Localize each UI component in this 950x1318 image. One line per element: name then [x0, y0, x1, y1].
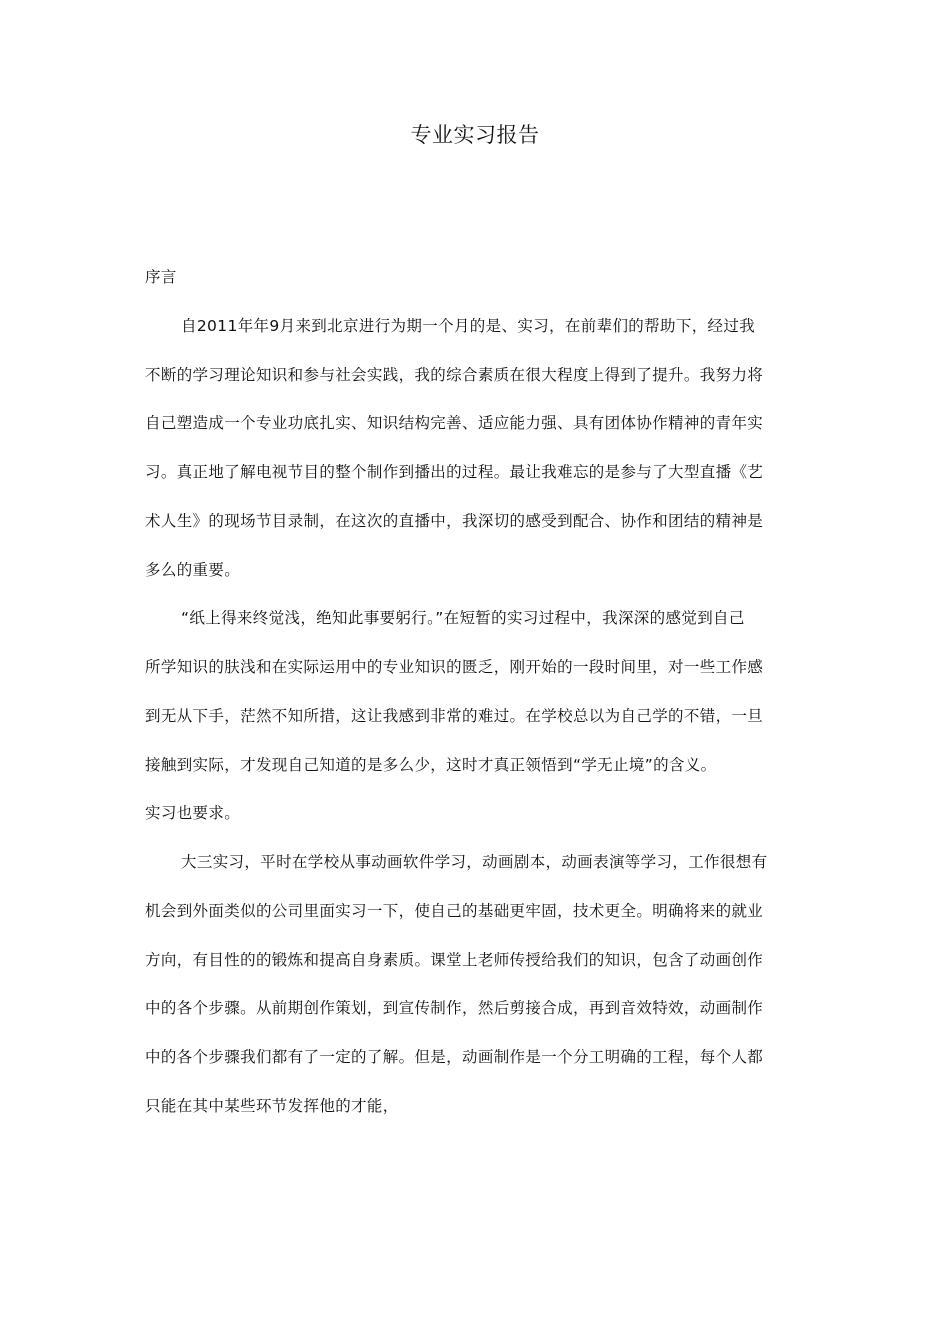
paragraph-line: 接触到实际，才发现自己知道的是多么少，这时才真正领悟到“学无止境”的含义。 — [145, 756, 717, 774]
paragraph-line: 习。真正地了解电视节目的整个制作到播出的过程。最让我难忘的是参与了大型直播《艺 — [145, 463, 764, 481]
paragraph-line: 中的各个步骤。从前期创作策划，到宣传制作，然后剪接合成，再到音效特效，动画制作 — [145, 999, 764, 1017]
paragraph-line: 术人生》的现场节目录制，在这次的直播中，我深切的感受到配合、协作和团结的精神是 — [145, 512, 764, 530]
paragraph-line: 多么的重要。 — [145, 561, 241, 579]
paragraph-line: 自己塑造成一个专业功底扎实、知识结构完善、适应能力强、具有团体协作精神的青年实 — [145, 414, 764, 432]
paragraph-line: 大三实习，平时在学校从事动画软件学习，动画剧本，动画表演等学习，工作很想有 — [181, 853, 768, 871]
paragraph-line: 方向，有目性的的锻炼和提高自身素质。课堂上老师传授给我们的知识，包含了动画创作 — [145, 951, 764, 969]
paragraph-line: 自2011年年9月来到北京进行为期一个月的是、实习，在前辈们的帮助下，经过我 — [181, 317, 756, 335]
section-heading: 序言 — [145, 268, 177, 286]
paragraph-line: “纸上得来终觉浅，绝知此事要躬行。”在短暂的实习过程中，我深深的感觉到自己 — [181, 609, 745, 627]
paragraph-line: 到无从下手，茫然不知所措，这让我感到非常的难过。在学校总以为自己学的不错，一旦 — [145, 707, 764, 725]
paragraph-line: 只能在其中某些环节发挥他的才能， — [145, 1097, 399, 1115]
document-title: 专业实习报告 — [410, 123, 540, 147]
paragraph-line: 机会到外面类似的公司里面实习一下，使自己的基础更牢固，技术更全。明确将来的就业 — [145, 902, 764, 920]
paragraph-line: 中的各个步骤我们都有了一定的了解。但是，动画制作是一个分工明确的工程，每个人都 — [145, 1048, 764, 1066]
paragraph-line: 所学知识的肤浅和在实际运用中的专业知识的匮乏，刚开始的一段时间里，对一些工作感 — [145, 658, 764, 676]
paragraph-line: 不断的学习理论知识和参与社会实践，我的综合素质在很大程度上得到了提升。我努力将 — [145, 366, 764, 384]
paragraph-line: 实习也要求。 — [145, 804, 241, 822]
